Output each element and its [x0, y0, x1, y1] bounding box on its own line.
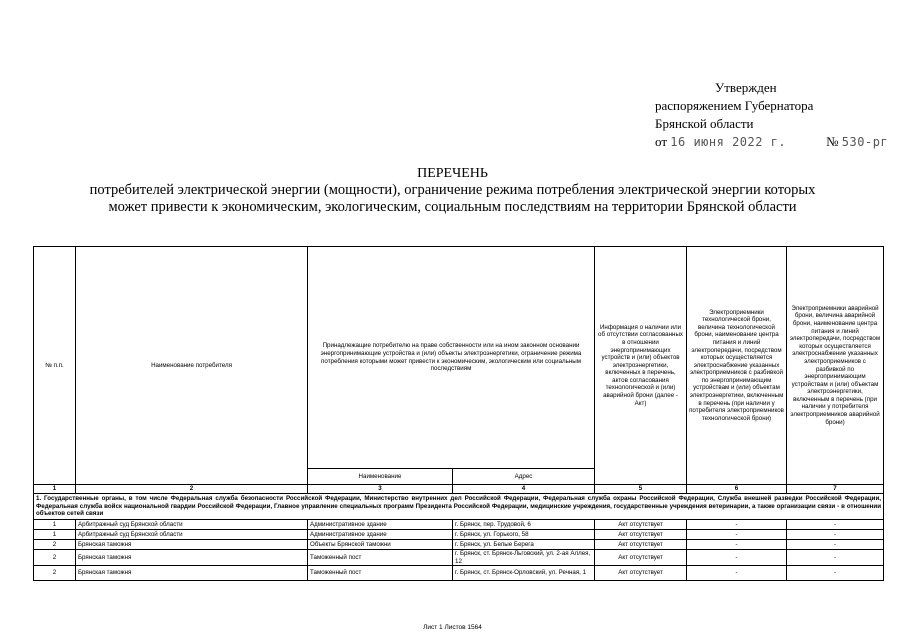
row-act: Акт отсутствует: [595, 566, 687, 581]
header-row: [34, 247, 884, 469]
row-object-name: Объекты Брянской таможни: [308, 540, 453, 550]
row-emergency: -: [787, 530, 884, 540]
table-row: [34, 540, 884, 550]
header-object-address: Адрес: [453, 469, 595, 485]
row-act: Акт отсутствует: [595, 550, 687, 566]
row-consumer-name: Арбитражный суд Брянской области: [76, 520, 308, 530]
row-address: г. Брянск, ул. Белые Берега: [453, 540, 595, 550]
column-number-row: [34, 485, 884, 494]
header-act-info: Информация о наличии или об отсутствии согласованных в отношении энергопринимающих устройств и (или) объектов электроэнергетики, включенных в перечень, актов согласования технологической и (или) аварийной брони (далее - Акт): [595, 247, 687, 485]
row-address: г. Брянск, ст. Брянск-Орловский, ул. Речная, 1: [453, 566, 595, 581]
header-owned-objects: Принадлежащие потребителю на праве собственности или на ином законном основании энергопринимающие устройства и (или) объекты электроэнергетики, ограничение режима потребления которыми может привести к экономическим, экологическим или социальным последствиям: [308, 247, 595, 469]
row-object-name: Административное здание: [308, 520, 453, 530]
row-tech: -: [687, 540, 787, 550]
title-subtitle-line-1: потребителей электрической энергии (мощности), ограничение режима потребления электрической энергии которых: [89, 182, 816, 198]
row-consumer-name: Брянская таможня: [76, 566, 308, 581]
approval-date-row: [655, 133, 895, 151]
row-act: Акт отсутствует: [595, 520, 687, 530]
title-subtitle-line-2: может привести к экономическим, экологическим, социальным последствиям на территории Брянской области: [108, 199, 797, 215]
col-number: 2: [76, 485, 308, 494]
col-number: 4: [453, 485, 595, 494]
col-number: 3: [308, 485, 453, 494]
approval-line-3: Брянской области: [655, 116, 754, 131]
row-object-name: Административное здание: [308, 530, 453, 540]
row-tech: -: [687, 520, 787, 530]
header-emergency-reserve: Электроприемники аварийной брони, величина аварийной брони, наименование центра питания и линий электропередачи, посредством которых осуществляется электроснабжение указанных электроприемников с разбивкой по энергопринимающим устройствам и (или) объектам электроэнергетики, включенным в перечень (при наличии у потребителя электроприемников аварийной брони): [787, 247, 884, 485]
table-row: [34, 550, 884, 566]
row-consumer-name: Брянская таможня: [76, 540, 308, 550]
row-num: 2: [34, 540, 76, 550]
consumers-table: [33, 246, 884, 581]
row-consumer-name: Арбитражный суд Брянской области: [76, 530, 308, 540]
header-name: Наименование потребителя: [76, 247, 308, 485]
col-number: 6: [687, 485, 787, 494]
row-address: г. Брянск, ул. Горького, 58: [453, 530, 595, 540]
header-num: № п.п.: [34, 247, 76, 485]
row-address: г. Брянск, пер. Трудовой, 6: [453, 520, 595, 530]
row-act: Акт отсутствует: [595, 540, 687, 550]
number-value: 530-рг: [841, 135, 889, 149]
table-row: [34, 566, 884, 581]
date-value: 16 июня 2022 г.: [670, 135, 787, 149]
col-number: 7: [787, 485, 884, 494]
row-emergency: -: [787, 550, 884, 566]
header-tech-reserve: Электроприемники технологической брони, величина технологической брони, наименование центра питания и линий электропередачи, посредством которых осуществляется электроснабжение указанных электроприемников с разбивкой по энергопринимающим устройствам и (или) объектам электроэнергетики, включенным в перечень (при наличии у потребителя электроприемников технологической брони): [687, 247, 787, 485]
section-title: 1. Государственные органы, в том числе Федеральная служба безопасности Российской Федерации, Министерство внутренних дел Российской Федерации, Федеральная служба охраны Российской Федерации, Служба внешней разведки Российской Федерации, Федеральная служба войск национальной гвардии Российской Федерации, Главное управление специальных программ Президента Российской Федерации, медицинские учреждения, государственные учреждения ветеринарии, а также организации связи - в отношении объектов сетей связи: [34, 494, 884, 520]
row-tech: -: [687, 530, 787, 540]
row-tech: -: [687, 550, 787, 566]
row-num: 1: [34, 530, 76, 540]
page-footer: Лист 1 Листов 1564: [423, 624, 482, 631]
row-emergency: -: [787, 566, 884, 581]
date-prefix: от: [655, 134, 668, 149]
header-object-name: Наименование: [308, 469, 453, 485]
row-act: Акт отсутствует: [595, 530, 687, 540]
row-address: г. Брянск, ст. Брянск-Льговский, ул. 2-ая Аллея, 12: [453, 550, 595, 566]
approval-stamp: [655, 79, 895, 151]
table-row: [34, 530, 884, 540]
row-object-name: Таможенный пост: [308, 550, 453, 566]
row-num: 2: [34, 566, 76, 581]
col-number: 5: [595, 485, 687, 494]
document-title: [40, 165, 865, 216]
col-number: 1: [34, 485, 76, 494]
row-emergency: -: [787, 540, 884, 550]
row-object-name: Таможенный пост: [308, 566, 453, 581]
number-prefix: №: [826, 134, 839, 149]
approval-line-2: распоряжением Губернатора: [655, 98, 814, 113]
approval-line-1: Утвержден: [715, 80, 777, 95]
row-tech: -: [687, 566, 787, 581]
row-consumer-name: Брянская таможня: [76, 550, 308, 566]
row-emergency: -: [787, 520, 884, 530]
title-heading: ПЕРЕЧЕНЬ: [417, 166, 488, 181]
section-row: [34, 494, 884, 520]
row-num: 2: [34, 550, 76, 566]
table-row: [34, 520, 884, 530]
row-num: 1: [34, 520, 76, 530]
